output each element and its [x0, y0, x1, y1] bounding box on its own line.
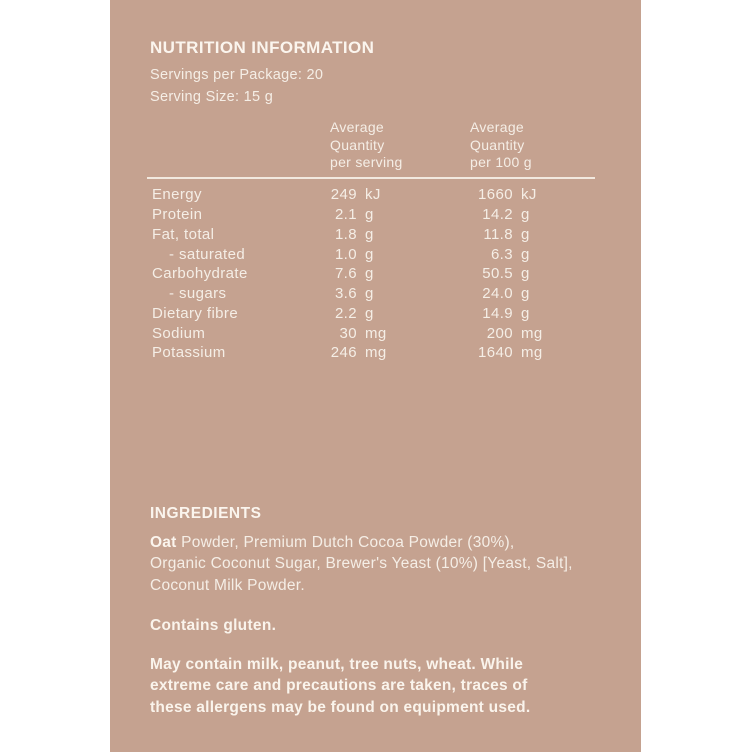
per-100g-unit: kJ — [521, 186, 537, 204]
table-row-energy — [152, 185, 622, 205]
column-header-line: Average — [330, 119, 384, 135]
may-contain-statement — [150, 654, 530, 718]
serving-value: 1.8 — [334, 225, 357, 243]
table-row-protein — [152, 205, 622, 225]
row-label: Protein — [152, 206, 203, 224]
row-label: Fat, total — [152, 225, 215, 243]
serving-unit: g — [365, 206, 374, 224]
column-header-line: Average — [470, 119, 524, 135]
per-100g-value: 200 — [486, 324, 513, 342]
table-divider-line — [147, 177, 595, 179]
may-contain-line: these allergens may be found on equipment used. — [150, 698, 531, 716]
contains-gluten-statement: Contains gluten. — [150, 617, 277, 634]
serving-unit: mg — [365, 324, 387, 342]
ingredients-line — [150, 532, 573, 553]
may-contain-line: May contain milk, peanut, tree nuts, wheat. While — [150, 656, 524, 673]
per-100g-value: 14.2 — [482, 206, 513, 224]
per-100g-unit: g — [521, 245, 530, 263]
per-100g-unit: mg — [521, 324, 543, 342]
ingredients-line1-rest: Powder, Premium Dutch Cocoa Powder (30%), — [176, 534, 515, 551]
per-100g-unit: g — [521, 206, 530, 224]
per-100g-unit: g — [521, 265, 530, 283]
per-100g-value: 1640 — [478, 344, 513, 362]
ingredients-title: INGREDIENTS — [150, 505, 262, 522]
ingredients-line: Organic Coconut Sugar, Brewer's Yeast (10%) [Yeast, Salt], — [150, 555, 573, 573]
servings-per-package: Servings per Package: 20 — [150, 67, 324, 83]
table-row-saturated — [152, 244, 622, 264]
ingredients-paragraph — [150, 532, 573, 596]
serving-value: 2.1 — [334, 206, 357, 224]
serving-value: 30 — [339, 324, 357, 342]
per-100g-unit: mg — [521, 344, 543, 362]
serving-unit: g — [365, 285, 374, 303]
table-row-potassium — [152, 343, 622, 363]
row-label: Potassium — [152, 344, 226, 362]
ingredients-line: Coconut Milk Powder. — [150, 576, 305, 594]
serving-value: 3.6 — [334, 285, 357, 303]
row-label: - saturated — [169, 245, 246, 263]
serving-unit: mg — [365, 344, 387, 362]
serving-value: 2.2 — [334, 304, 357, 322]
serving-unit: kJ — [365, 186, 381, 204]
serving-unit: g — [365, 265, 374, 283]
table-row-sodium — [152, 323, 622, 343]
table-row-sugars — [152, 284, 622, 304]
column-header-line: Quantity — [470, 136, 525, 153]
table-row-fat-total — [152, 225, 622, 245]
per-100g-unit: g — [521, 285, 530, 303]
nutrition-information-title: NUTRITION INFORMATION — [150, 38, 375, 57]
per-100g-value: 6.3 — [490, 245, 513, 263]
serving-value: 246 — [330, 344, 357, 362]
per-100g-value: 11.8 — [483, 225, 513, 243]
row-label: Energy — [152, 186, 202, 204]
row-label: Carbohydrate — [152, 265, 248, 283]
serving-value: 7.6 — [334, 265, 357, 283]
serving-value: 249 — [330, 186, 357, 204]
row-label: - sugars — [169, 285, 227, 303]
column-header-line: per serving — [330, 154, 403, 171]
row-label: Dietary fibre — [152, 304, 239, 322]
serving-size: Serving Size: 15 g — [150, 89, 274, 105]
per-100g-unit: g — [521, 225, 530, 243]
column-header-per-serving — [330, 119, 403, 172]
may-contain-line: extreme care and precautions are taken, traces of — [150, 677, 528, 695]
nutrition-label-panel — [110, 0, 641, 752]
ingredient-oat-bold: Oat — [150, 534, 177, 551]
table-row-carbohydrate — [152, 264, 622, 284]
per-100g-unit: g — [521, 304, 530, 322]
per-100g-value: 24.0 — [482, 285, 513, 303]
serving-unit: g — [365, 245, 374, 263]
per-100g-value: 1660 — [478, 186, 513, 204]
table-row-dietary-fibre — [152, 304, 622, 324]
serving-unit: g — [365, 225, 374, 243]
per-100g-value: 50.5 — [482, 265, 513, 283]
column-header-line: Quantity — [330, 136, 385, 153]
column-header-per-100g — [470, 119, 532, 172]
serving-value: 1.0 — [334, 245, 357, 263]
nutrition-table — [152, 185, 622, 363]
per-100g-value: 14.9 — [482, 304, 513, 322]
column-header-line: per 100 g — [470, 154, 532, 171]
row-label: Sodium — [152, 324, 206, 342]
serving-unit: g — [365, 304, 374, 322]
